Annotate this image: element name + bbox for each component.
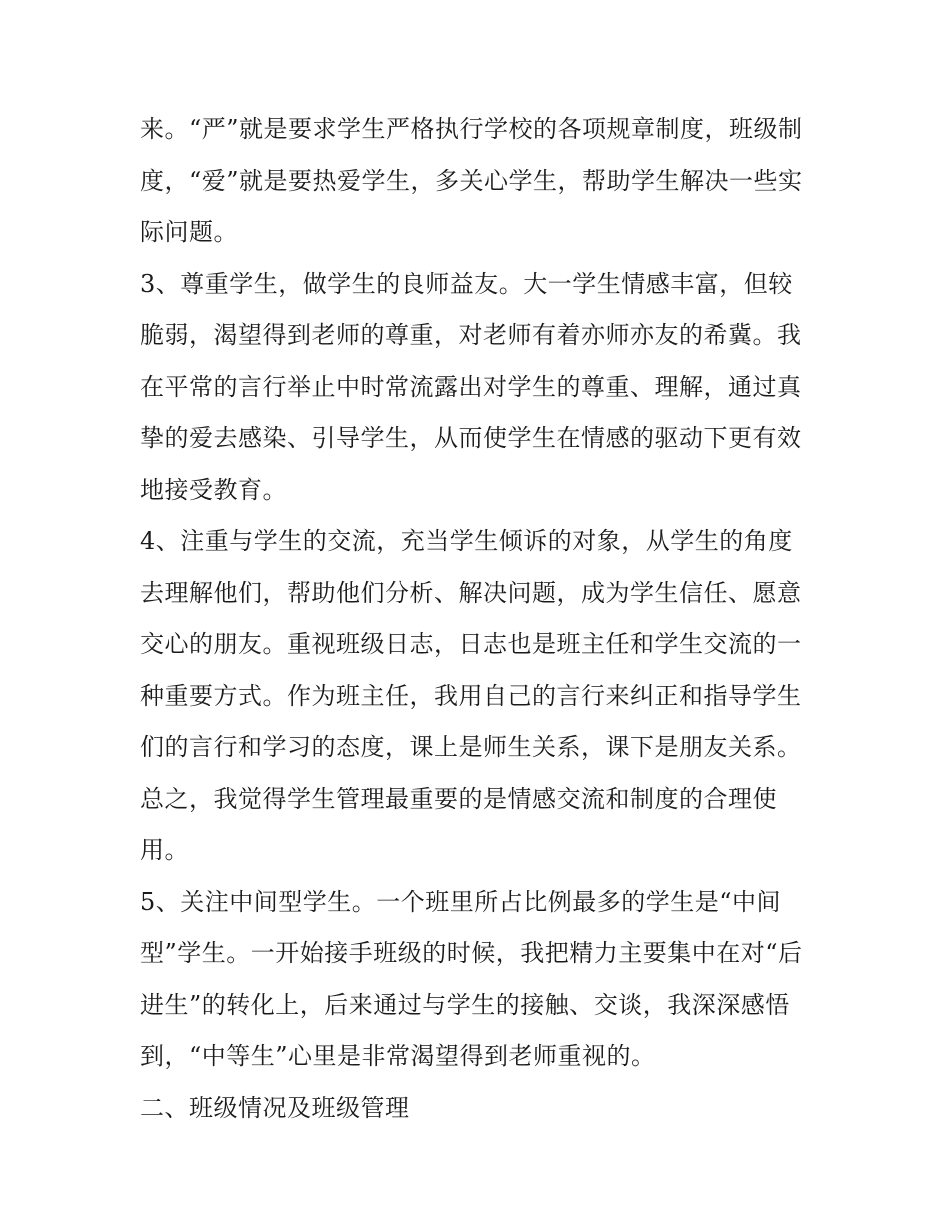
text-line: 到，“中等生”心里是非常渴望得到老师重视的。 bbox=[140, 1042, 656, 1070]
text-line: 用。 bbox=[140, 836, 189, 864]
text-line: 挚的爱去感染、引导学生，从而使学生在情感的驱动下更有效 bbox=[140, 424, 802, 452]
text-line: 来。“严”就是要求学生严格执行学校的各项规章制度，班级制 bbox=[140, 115, 803, 143]
text-line: 交心的朋友。重视班级日志，日志也是班主任和学生交流的一 bbox=[140, 630, 802, 658]
text-line: 脆弱，渴望得到老师的尊重，对老师有着亦师亦友的希冀。我 bbox=[140, 321, 802, 349]
text-line: 4、注重与学生的交流，充当学生倾诉的对象，从学生的角度 bbox=[140, 527, 793, 555]
text-line: 型”学生。一开始接手班级的时候，我把精力主要集中在对“后 bbox=[140, 939, 803, 967]
text-line: 3、尊重学生，做学生的良师益友。大一学生情感丰富，但较 bbox=[140, 269, 793, 298]
text-line: 际问题。 bbox=[140, 218, 238, 246]
text-line: 们的言行和学习的态度，课上是师生关系，课下是朋友关系。 bbox=[140, 733, 802, 761]
text-line: 总之，我觉得学生管理最重要的是情感交流和制度的合理使 bbox=[140, 784, 777, 813]
text-line: 5、关注中间型学生。一个班里所占比例最多的学生是“中间 bbox=[140, 887, 782, 916]
document-body bbox=[140, 104, 820, 1134]
text-line: 进生”的转化上，后来通过与学生的接触、交谈，我深深感悟 bbox=[140, 990, 790, 1019]
text-line: 地接受教育。 bbox=[140, 475, 287, 504]
text-line: 在平常的言行举止中时常流露出对学生的尊重、理解，通过真 bbox=[140, 372, 802, 401]
text-line: 种重要方式。作为班主任，我用自己的言行来纠正和指导学生 bbox=[140, 681, 802, 710]
section-heading: 二、班级情况及班级管理 bbox=[140, 1093, 410, 1122]
text-line: 去理解他们，帮助他们分析、解决问题，成为学生信任、愿意 bbox=[140, 578, 802, 607]
text-line: 度，“爱”就是要热爱学生，多关心学生，帮助学生解决一些实 bbox=[140, 166, 803, 195]
